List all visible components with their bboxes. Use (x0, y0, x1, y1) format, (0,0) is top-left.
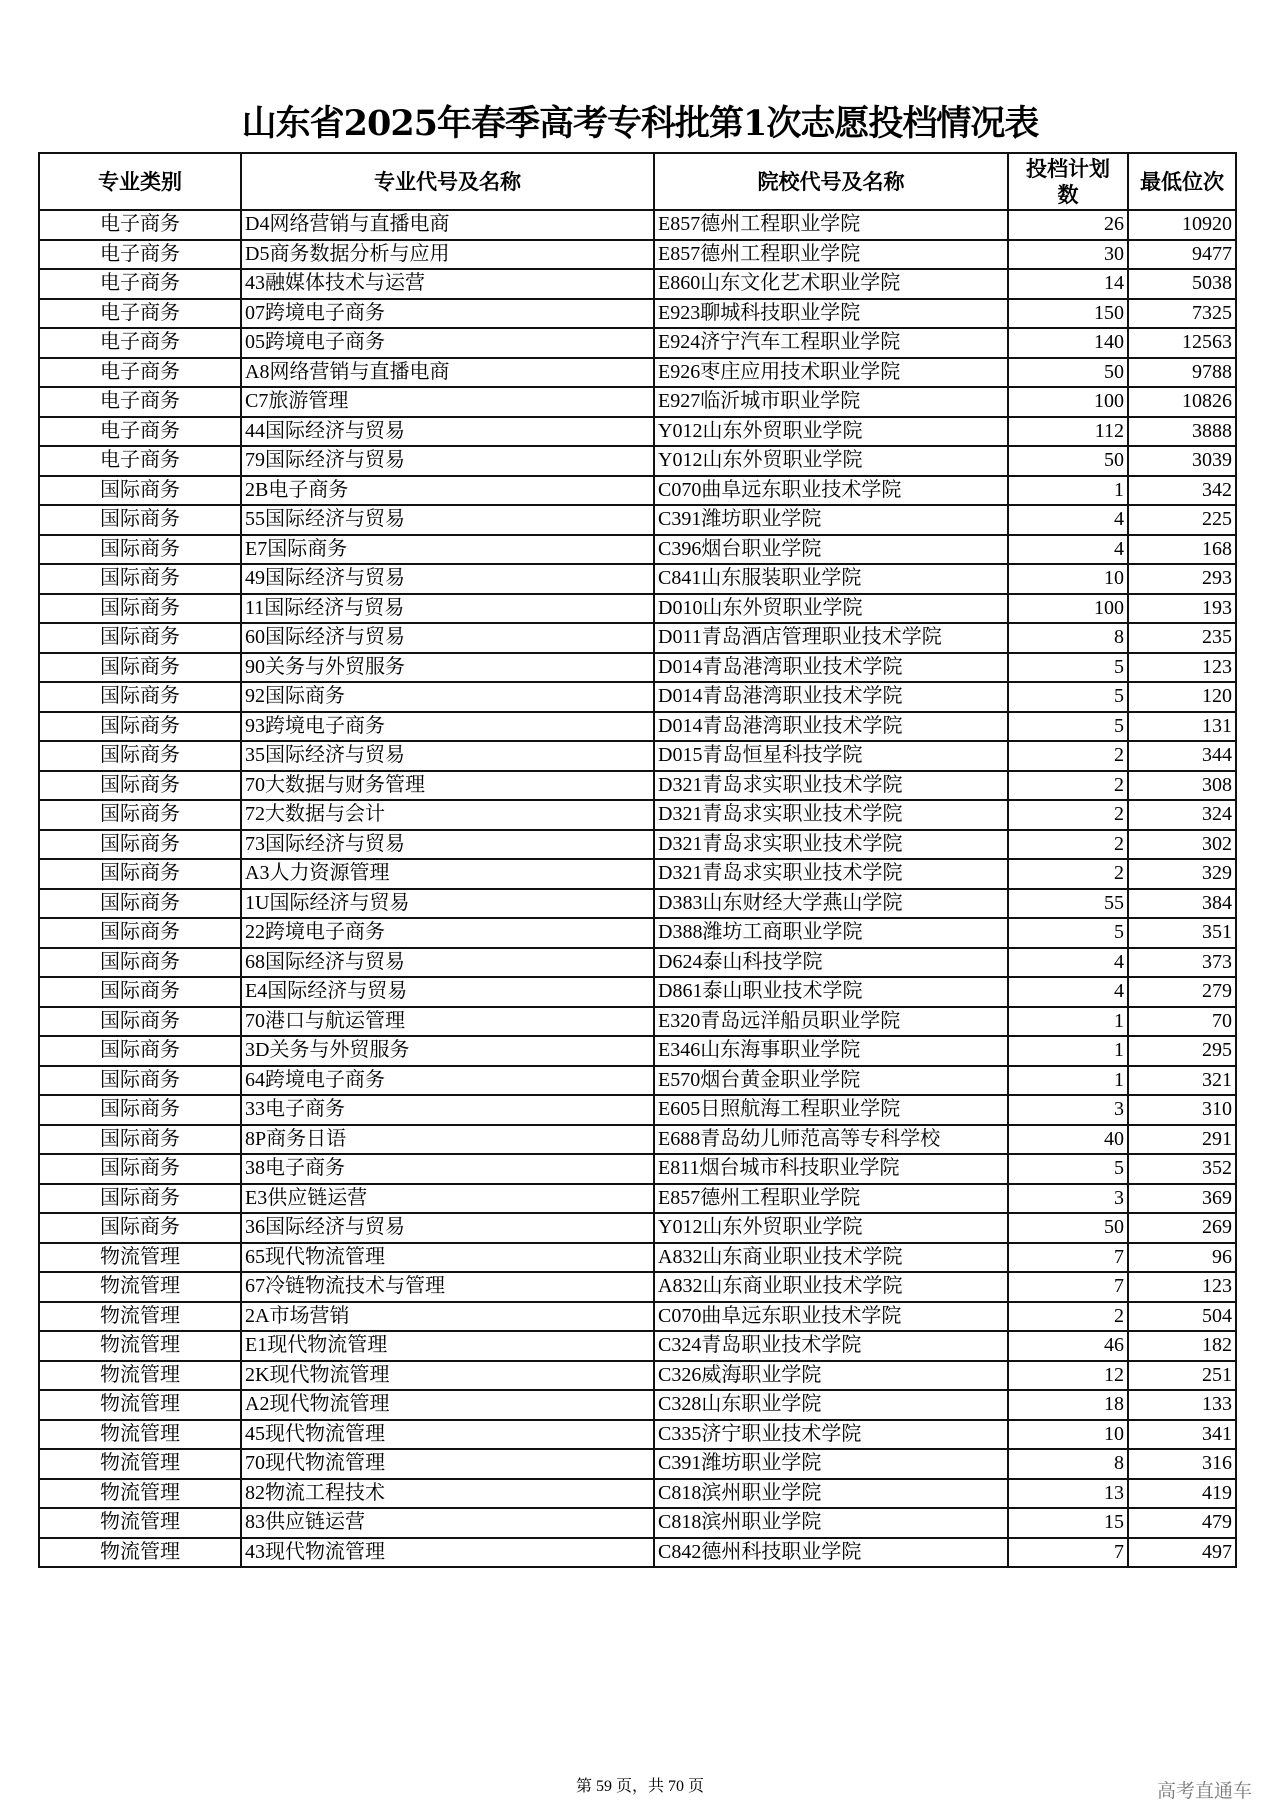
major-code-name-cell: 2K现代物流管理 (241, 1361, 654, 1391)
major-code-name-cell: D4网络营销与直播电商 (241, 210, 654, 240)
school-code-name-cell: D014青岛港湾职业技术学院 (654, 712, 1008, 742)
lowest-rank-cell: 269 (1128, 1213, 1236, 1243)
major-category-cell: 电子商务 (39, 417, 241, 447)
major-code-name-cell: 70现代物流管理 (241, 1449, 654, 1479)
major-category-cell: 电子商务 (39, 269, 241, 299)
lowest-rank-cell: 123 (1128, 1272, 1236, 1302)
major-code-name-cell: E1现代物流管理 (241, 1331, 654, 1361)
admission-plan-cell: 50 (1008, 1213, 1128, 1243)
major-code-name-cell: 72大数据与会计 (241, 800, 654, 830)
major-category-cell: 国际商务 (39, 1007, 241, 1037)
table-row (39, 535, 1236, 565)
admission-plan-cell: 1 (1008, 1036, 1128, 1066)
school-code-name-cell: C841山东服装职业学院 (654, 564, 1008, 594)
major-category-cell: 国际商务 (39, 830, 241, 860)
major-code-name-cell: E7国际商务 (241, 535, 654, 565)
table-row (39, 771, 1236, 801)
lowest-rank-cell: 479 (1128, 1508, 1236, 1538)
major-category-cell: 电子商务 (39, 328, 241, 358)
major-code-name-cell: 82物流工程技术 (241, 1479, 654, 1509)
major-category-cell: 物流管理 (39, 1302, 241, 1332)
lowest-rank-cell: 182 (1128, 1331, 1236, 1361)
major-code-name-cell: 55国际经济与贸易 (241, 505, 654, 535)
lowest-rank-cell: 324 (1128, 800, 1236, 830)
school-code-name-cell: E346山东海事职业学院 (654, 1036, 1008, 1066)
major-category-cell: 国际商务 (39, 889, 241, 919)
table-row (39, 1272, 1236, 1302)
admission-plan-cell: 5 (1008, 682, 1128, 712)
table-row (39, 446, 1236, 476)
lowest-rank-cell: 291 (1128, 1125, 1236, 1155)
lowest-rank-cell: 168 (1128, 535, 1236, 565)
admission-plan-cell: 2 (1008, 741, 1128, 771)
major-category-cell: 电子商务 (39, 210, 241, 240)
major-code-name-cell: 35国际经济与贸易 (241, 741, 654, 771)
lowest-rank-cell: 9477 (1128, 240, 1236, 270)
table-row (39, 387, 1236, 417)
admission-table (38, 152, 1237, 1568)
lowest-rank-cell: 344 (1128, 741, 1236, 771)
major-category-cell: 国际商务 (39, 1184, 241, 1214)
lowest-rank-cell: 133 (1128, 1390, 1236, 1420)
table-row (39, 859, 1236, 889)
table-row (39, 1390, 1236, 1420)
table-header-row (39, 153, 1236, 210)
school-code-name-cell: D321青岛求实职业技术学院 (654, 800, 1008, 830)
school-code-name-cell: D010山东外贸职业学院 (654, 594, 1008, 624)
table-row (39, 1184, 1236, 1214)
admission-plan-cell: 7 (1008, 1272, 1128, 1302)
school-code-name-cell: Y012山东外贸职业学院 (654, 446, 1008, 476)
school-code-name-cell: D321青岛求实职业技术学院 (654, 771, 1008, 801)
major-category-cell: 电子商务 (39, 387, 241, 417)
school-code-name-cell: C842德州科技职业学院 (654, 1538, 1008, 1568)
table-row (39, 1420, 1236, 1450)
lowest-rank-cell: 10826 (1128, 387, 1236, 417)
major-category-cell: 电子商务 (39, 446, 241, 476)
major-code-name-cell: A2现代物流管理 (241, 1390, 654, 1420)
lowest-rank-cell: 342 (1128, 476, 1236, 506)
lowest-rank-cell: 321 (1128, 1066, 1236, 1096)
major-code-name-cell: 64跨境电子商务 (241, 1066, 654, 1096)
admission-plan-cell: 2 (1008, 771, 1128, 801)
major-code-name-cell: 33电子商务 (241, 1095, 654, 1125)
admission-plan-cell: 46 (1008, 1331, 1128, 1361)
school-code-name-cell: E688青岛幼儿师范高等专科学校 (654, 1125, 1008, 1155)
table-row (39, 564, 1236, 594)
admission-plan-cell: 140 (1008, 328, 1128, 358)
lowest-rank-cell: 352 (1128, 1154, 1236, 1184)
major-code-name-cell: 73国际经济与贸易 (241, 830, 654, 860)
admission-plan-cell: 2 (1008, 800, 1128, 830)
admission-plan-cell: 50 (1008, 446, 1128, 476)
lowest-rank-cell: 96 (1128, 1243, 1236, 1273)
admission-plan-cell: 30 (1008, 240, 1128, 270)
school-code-name-cell: C391潍坊职业学院 (654, 505, 1008, 535)
table-row (39, 1331, 1236, 1361)
major-code-name-cell: 83供应链运营 (241, 1508, 654, 1538)
major-category-cell: 国际商务 (39, 682, 241, 712)
school-code-name-cell: D383山东财经大学燕山学院 (654, 889, 1008, 919)
school-code-name-cell: E926枣庄应用技术职业学院 (654, 358, 1008, 388)
major-category-cell: 国际商务 (39, 505, 241, 535)
admission-plan-cell: 18 (1008, 1390, 1128, 1420)
major-category-cell: 国际商务 (39, 1095, 241, 1125)
school-code-name-cell: C324青岛职业技术学院 (654, 1331, 1008, 1361)
school-code-name-cell: E923聊城科技职业学院 (654, 299, 1008, 329)
school-code-name-cell: D011青岛酒店管理职业技术学院 (654, 623, 1008, 653)
major-code-name-cell: A3人力资源管理 (241, 859, 654, 889)
major-category-cell: 国际商务 (39, 594, 241, 624)
table-row (39, 712, 1236, 742)
lowest-rank-cell: 123 (1128, 653, 1236, 683)
major-category-cell: 国际商务 (39, 741, 241, 771)
major-code-name-cell: 79国际经济与贸易 (241, 446, 654, 476)
major-category-cell: 国际商务 (39, 1154, 241, 1184)
major-category-cell: 国际商务 (39, 1125, 241, 1155)
major-code-name-cell: 43现代物流管理 (241, 1538, 654, 1568)
lowest-rank-cell: 419 (1128, 1479, 1236, 1509)
admission-plan-cell: 4 (1008, 977, 1128, 1007)
lowest-rank-cell: 316 (1128, 1449, 1236, 1479)
school-code-name-cell: E924济宁汽车工程职业学院 (654, 328, 1008, 358)
admission-plan-cell: 12 (1008, 1361, 1128, 1391)
school-code-name-cell: D321青岛求实职业技术学院 (654, 859, 1008, 889)
major-code-name-cell: 90关务与外贸服务 (241, 653, 654, 683)
major-code-name-cell: 92国际商务 (241, 682, 654, 712)
table-row (39, 417, 1236, 447)
school-code-name-cell: D861泰山职业技术学院 (654, 977, 1008, 1007)
header-school-code-name: 院校代号及名称 (654, 153, 1008, 210)
admission-plan-cell: 2 (1008, 859, 1128, 889)
major-category-cell: 物流管理 (39, 1479, 241, 1509)
major-code-name-cell: E3供应链运营 (241, 1184, 654, 1214)
school-code-name-cell: Y012山东外贸职业学院 (654, 1213, 1008, 1243)
school-code-name-cell: D624泰山科技学院 (654, 948, 1008, 978)
school-code-name-cell: D321青岛求实职业技术学院 (654, 830, 1008, 860)
admission-plan-cell: 2 (1008, 830, 1128, 860)
admission-plan-cell: 1 (1008, 1066, 1128, 1096)
table-row (39, 800, 1236, 830)
lowest-rank-cell: 3888 (1128, 417, 1236, 447)
table-row (39, 682, 1236, 712)
lowest-rank-cell: 10920 (1128, 210, 1236, 240)
lowest-rank-cell: 235 (1128, 623, 1236, 653)
major-category-cell: 电子商务 (39, 240, 241, 270)
admission-plan-cell: 5 (1008, 1154, 1128, 1184)
major-code-name-cell: 38电子商务 (241, 1154, 654, 1184)
lowest-rank-cell: 295 (1128, 1036, 1236, 1066)
major-category-cell: 国际商务 (39, 564, 241, 594)
major-code-name-cell: 44国际经济与贸易 (241, 417, 654, 447)
admission-plan-cell: 8 (1008, 1449, 1128, 1479)
major-code-name-cell: 3D关务与外贸服务 (241, 1036, 654, 1066)
admission-plan-cell: 14 (1008, 269, 1128, 299)
admission-plan-cell: 26 (1008, 210, 1128, 240)
table-row (39, 1538, 1236, 1568)
table-row (39, 240, 1236, 270)
header-admission-plan: 投档计划数 (1008, 153, 1128, 210)
major-code-name-cell: 68国际经济与贸易 (241, 948, 654, 978)
lowest-rank-cell: 310 (1128, 1095, 1236, 1125)
major-category-cell: 物流管理 (39, 1331, 241, 1361)
table-row (39, 889, 1236, 919)
lowest-rank-cell: 373 (1128, 948, 1236, 978)
admission-plan-cell: 10 (1008, 1420, 1128, 1450)
school-code-name-cell: A832山东商业职业技术学院 (654, 1272, 1008, 1302)
header-major-category: 专业类别 (39, 153, 241, 210)
table-body (39, 210, 1236, 1567)
lowest-rank-cell: 120 (1128, 682, 1236, 712)
lowest-rank-cell: 5038 (1128, 269, 1236, 299)
lowest-rank-cell: 308 (1128, 771, 1236, 801)
table-row (39, 1361, 1236, 1391)
major-code-name-cell: 67冷链物流技术与管理 (241, 1272, 654, 1302)
table-row (39, 328, 1236, 358)
admission-plan-cell: 1 (1008, 476, 1128, 506)
header-major-code-name: 专业代号及名称 (241, 153, 654, 210)
table-row (39, 1243, 1236, 1273)
major-code-name-cell: C7旅游管理 (241, 387, 654, 417)
major-code-name-cell: 43融媒体技术与运营 (241, 269, 654, 299)
school-code-name-cell: C070曲阜远东职业技术学院 (654, 1302, 1008, 1332)
table-row (39, 1213, 1236, 1243)
major-category-cell: 国际商务 (39, 476, 241, 506)
major-code-name-cell: E4国际经济与贸易 (241, 977, 654, 1007)
major-category-cell: 物流管理 (39, 1243, 241, 1273)
school-code-name-cell: C070曲阜远东职业技术学院 (654, 476, 1008, 506)
school-code-name-cell: E857德州工程职业学院 (654, 210, 1008, 240)
admission-plan-cell: 100 (1008, 594, 1128, 624)
table-row (39, 1449, 1236, 1479)
table-row (39, 1302, 1236, 1332)
major-category-cell: 国际商务 (39, 1213, 241, 1243)
admission-plan-cell: 7 (1008, 1538, 1128, 1568)
lowest-rank-cell: 351 (1128, 918, 1236, 948)
school-code-name-cell: E320青岛远洋船员职业学院 (654, 1007, 1008, 1037)
major-code-name-cell: A8网络营销与直播电商 (241, 358, 654, 388)
table-row (39, 476, 1236, 506)
school-code-name-cell: E857德州工程职业学院 (654, 240, 1008, 270)
table-row (39, 653, 1236, 683)
major-code-name-cell: 65现代物流管理 (241, 1243, 654, 1273)
lowest-rank-cell: 3039 (1128, 446, 1236, 476)
admission-plan-cell: 1 (1008, 1007, 1128, 1037)
admission-plan-cell: 5 (1008, 712, 1128, 742)
lowest-rank-cell: 504 (1128, 1302, 1236, 1332)
major-code-name-cell: 05跨境电子商务 (241, 328, 654, 358)
table-row (39, 623, 1236, 653)
major-category-cell: 物流管理 (39, 1508, 241, 1538)
major-code-name-cell: 45现代物流管理 (241, 1420, 654, 1450)
school-code-name-cell: C396烟台职业学院 (654, 535, 1008, 565)
table-row (39, 918, 1236, 948)
table-row (39, 1479, 1236, 1509)
header-lowest-rank: 最低位次 (1128, 153, 1236, 210)
admission-plan-cell: 15 (1008, 1508, 1128, 1538)
admission-plan-cell: 150 (1008, 299, 1128, 329)
school-code-name-cell: E811烟台城市科技职业学院 (654, 1154, 1008, 1184)
major-category-cell: 国际商务 (39, 771, 241, 801)
major-code-name-cell: 60国际经济与贸易 (241, 623, 654, 653)
major-code-name-cell: 93跨境电子商务 (241, 712, 654, 742)
table-row (39, 1154, 1236, 1184)
table-row (39, 830, 1236, 860)
table-row (39, 210, 1236, 240)
major-category-cell: 国际商务 (39, 623, 241, 653)
document-title: 山东省2025年春季高考专科批第1次志愿投档情况表 (241, 103, 1039, 144)
school-code-name-cell: D015青岛恒星科技学院 (654, 741, 1008, 771)
admission-plan-cell: 100 (1008, 387, 1128, 417)
major-category-cell: 国际商务 (39, 1066, 241, 1096)
major-category-cell: 国际商务 (39, 977, 241, 1007)
school-code-name-cell: D014青岛港湾职业技术学院 (654, 653, 1008, 683)
major-code-name-cell: 70大数据与财务管理 (241, 771, 654, 801)
table-row (39, 1066, 1236, 1096)
admission-plan-cell: 10 (1008, 564, 1128, 594)
major-category-cell: 电子商务 (39, 358, 241, 388)
major-category-cell: 物流管理 (39, 1390, 241, 1420)
table-row (39, 269, 1236, 299)
school-code-name-cell: C335济宁职业技术学院 (654, 1420, 1008, 1450)
admission-plan-cell: 5 (1008, 653, 1128, 683)
admission-plan-cell: 5 (1008, 918, 1128, 948)
school-code-name-cell: C818滨州职业学院 (654, 1508, 1008, 1538)
major-category-cell: 国际商务 (39, 653, 241, 683)
lowest-rank-cell: 369 (1128, 1184, 1236, 1214)
school-code-name-cell: E857德州工程职业学院 (654, 1184, 1008, 1214)
school-code-name-cell: D014青岛港湾职业技术学院 (654, 682, 1008, 712)
admission-plan-cell: 8 (1008, 623, 1128, 653)
lowest-rank-cell: 279 (1128, 977, 1236, 1007)
school-code-name-cell: A832山东商业职业技术学院 (654, 1243, 1008, 1273)
lowest-rank-cell: 341 (1128, 1420, 1236, 1450)
major-category-cell: 物流管理 (39, 1538, 241, 1568)
school-code-name-cell: D388潍坊工商职业学院 (654, 918, 1008, 948)
lowest-rank-cell: 131 (1128, 712, 1236, 742)
school-code-name-cell: C818滨州职业学院 (654, 1479, 1008, 1509)
table-row (39, 1125, 1236, 1155)
school-code-name-cell: E927临沂城市职业学院 (654, 387, 1008, 417)
major-category-cell: 国际商务 (39, 948, 241, 978)
table-row (39, 1095, 1236, 1125)
admission-plan-cell: 4 (1008, 535, 1128, 565)
major-category-cell: 物流管理 (39, 1272, 241, 1302)
school-code-name-cell: E860山东文化艺术职业学院 (654, 269, 1008, 299)
table-row (39, 358, 1236, 388)
major-category-cell: 物流管理 (39, 1449, 241, 1479)
table-row (39, 948, 1236, 978)
lowest-rank-cell: 9788 (1128, 358, 1236, 388)
lowest-rank-cell: 225 (1128, 505, 1236, 535)
major-code-name-cell: 49国际经济与贸易 (241, 564, 654, 594)
lowest-rank-cell: 193 (1128, 594, 1236, 624)
major-code-name-cell: 22跨境电子商务 (241, 918, 654, 948)
admission-plan-cell: 4 (1008, 505, 1128, 535)
major-category-cell: 国际商务 (39, 800, 241, 830)
lowest-rank-cell: 293 (1128, 564, 1236, 594)
school-code-name-cell: C328山东职业学院 (654, 1390, 1008, 1420)
school-code-name-cell: C326威海职业学院 (654, 1361, 1008, 1391)
major-category-cell: 国际商务 (39, 1036, 241, 1066)
major-category-cell: 物流管理 (39, 1361, 241, 1391)
table-row (39, 741, 1236, 771)
admission-plan-cell: 40 (1008, 1125, 1128, 1155)
school-code-name-cell: C391潍坊职业学院 (654, 1449, 1008, 1479)
page-footer: 第 59 页，共 70 页 (575, 1778, 704, 1795)
school-code-name-cell: E570烟台黄金职业学院 (654, 1066, 1008, 1096)
admission-plan-cell: 3 (1008, 1095, 1128, 1125)
major-code-name-cell: 2A市场营销 (241, 1302, 654, 1332)
lowest-rank-cell: 251 (1128, 1361, 1236, 1391)
lowest-rank-cell: 7325 (1128, 299, 1236, 329)
major-code-name-cell: 70港口与航运管理 (241, 1007, 654, 1037)
lowest-rank-cell: 384 (1128, 889, 1236, 919)
major-category-cell: 国际商务 (39, 712, 241, 742)
major-category-cell: 物流管理 (39, 1420, 241, 1450)
table-row (39, 1007, 1236, 1037)
major-category-cell: 国际商务 (39, 535, 241, 565)
school-code-name-cell: Y012山东外贸职业学院 (654, 417, 1008, 447)
table-row (39, 1036, 1236, 1066)
admission-plan-cell: 2 (1008, 1302, 1128, 1332)
table-row (39, 977, 1236, 1007)
admission-plan-cell: 7 (1008, 1243, 1128, 1273)
lowest-rank-cell: 329 (1128, 859, 1236, 889)
major-code-name-cell: D5商务数据分析与应用 (241, 240, 654, 270)
major-code-name-cell: 36国际经济与贸易 (241, 1213, 654, 1243)
major-code-name-cell: 8P商务日语 (241, 1125, 654, 1155)
major-code-name-cell: 11国际经济与贸易 (241, 594, 654, 624)
major-code-name-cell: 07跨境电子商务 (241, 299, 654, 329)
major-code-name-cell: 1U国际经济与贸易 (241, 889, 654, 919)
lowest-rank-cell: 12563 (1128, 328, 1236, 358)
admission-plan-cell: 3 (1008, 1184, 1128, 1214)
table-row (39, 299, 1236, 329)
admission-plan-cell: 55 (1008, 889, 1128, 919)
major-category-cell: 电子商务 (39, 299, 241, 329)
watermark: 高考直通车 (1156, 1780, 1252, 1802)
table-row (39, 505, 1236, 535)
admission-plan-cell: 50 (1008, 358, 1128, 388)
major-category-cell: 国际商务 (39, 859, 241, 889)
table-row (39, 594, 1236, 624)
admission-plan-cell: 112 (1008, 417, 1128, 447)
school-code-name-cell: E605日照航海工程职业学院 (654, 1095, 1008, 1125)
admission-plan-cell: 13 (1008, 1479, 1128, 1509)
lowest-rank-cell: 302 (1128, 830, 1236, 860)
lowest-rank-cell: 70 (1128, 1007, 1236, 1037)
lowest-rank-cell: 497 (1128, 1538, 1236, 1568)
admission-plan-cell: 4 (1008, 948, 1128, 978)
table-row (39, 1508, 1236, 1538)
major-code-name-cell: 2B电子商务 (241, 476, 654, 506)
major-category-cell: 国际商务 (39, 918, 241, 948)
